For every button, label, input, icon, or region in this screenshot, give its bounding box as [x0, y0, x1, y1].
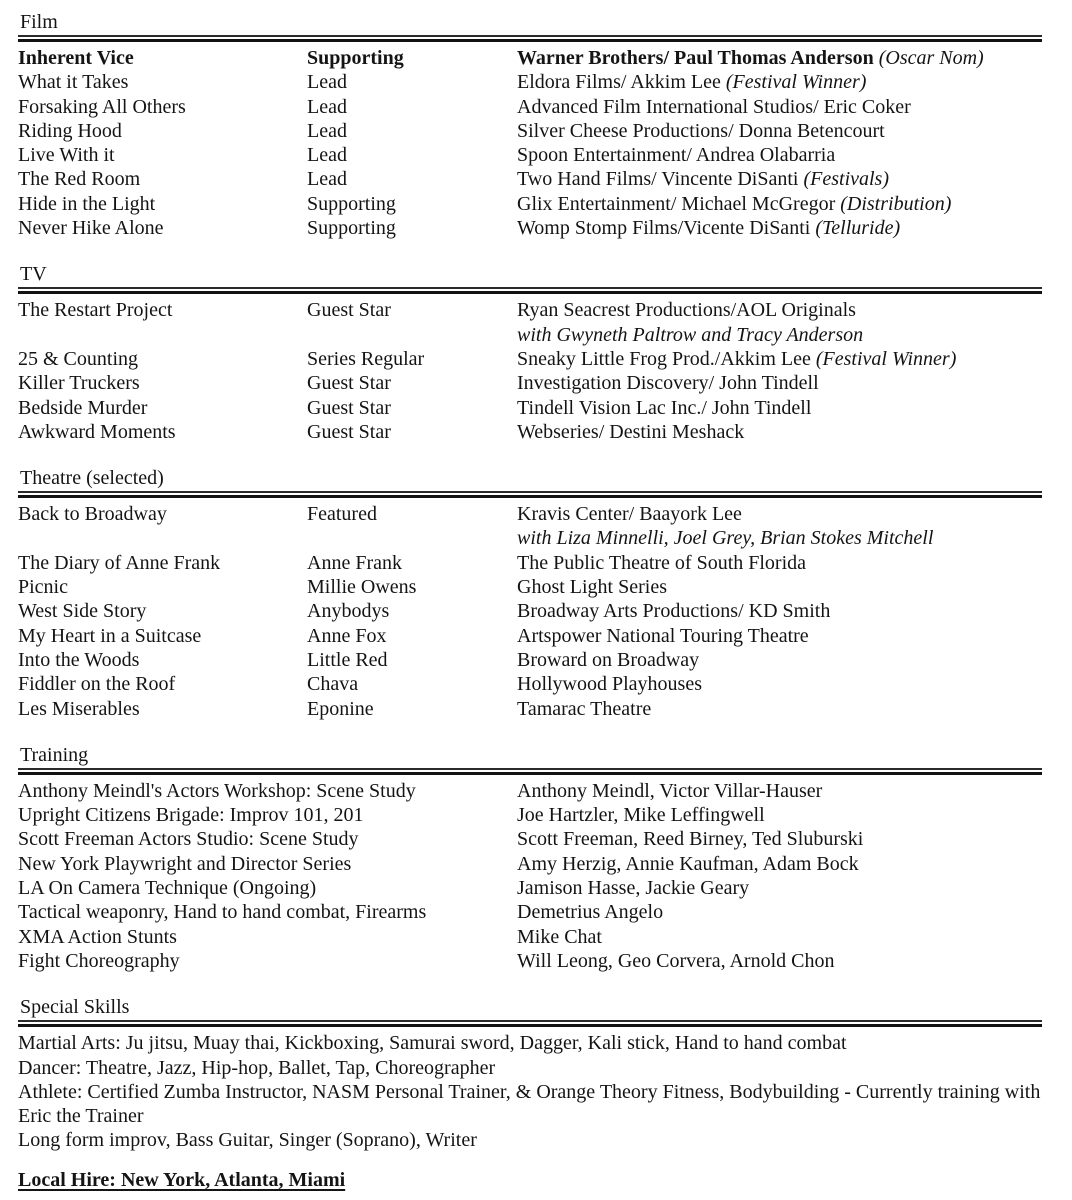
training-course: LA On Camera Technique (Ongoing): [18, 877, 317, 900]
credit-sub-row: [517, 323, 1042, 347]
credit-company-cell: [517, 599, 1042, 623]
training-instructors: Mike Chat: [517, 925, 602, 948]
credit-title: West Side Story: [18, 600, 147, 623]
credit-company: Eldora Films/ Akkim Lee: [517, 71, 721, 94]
training-course: Fight Choreography: [18, 949, 180, 972]
credit-company: The Public Theatre of South Florida: [517, 551, 807, 574]
section-divider-rule: [18, 495, 1042, 498]
credit-company-cell: [517, 551, 1042, 575]
section-rows: [18, 298, 1042, 444]
credit-company: Glix Entertainment/ Michael McGregor: [517, 192, 836, 215]
credit-row: [18, 347, 1042, 371]
training-instructors: Anthony Meindl, Victor Villar-Hauser: [517, 779, 823, 802]
credit-note: (Festivals): [803, 168, 889, 191]
credit-row: [18, 599, 1042, 623]
training-row: [18, 900, 1042, 924]
credit-company-cell: [517, 70, 1042, 94]
credit-row: [18, 575, 1042, 599]
credit-title: Live With it: [18, 144, 115, 167]
skill-line: Dancer: Theatre, Jazz, Hip-hop, Ballet, Tap, Choreographer: [18, 1056, 496, 1079]
section-rows: [18, 1031, 1042, 1152]
credit-company-cell: [517, 624, 1042, 648]
credit-role: Supporting: [307, 217, 396, 240]
training-row: [18, 779, 1042, 803]
credit-title: Killer Truckers: [18, 372, 140, 395]
credit-row: [18, 396, 1042, 420]
credit-row: [18, 119, 1042, 143]
credit-row: [18, 95, 1042, 119]
credit-note: (Telluride): [815, 217, 901, 240]
credit-company-cell: [517, 575, 1042, 599]
credit-company: Kravis Center/ Baayork Lee: [517, 503, 742, 526]
credit-role: Guest Star: [307, 299, 391, 322]
section-film: [18, 10, 1042, 240]
credit-title: Inherent Vice: [18, 47, 134, 69]
credit-role: Lead: [307, 71, 347, 94]
skill-line: Athlete: Certified Zumba Instructor, NASM Personal Trainer, & Orange Theory Fitness, Bodybuilding - Currently training with Eric the Trainer: [18, 1080, 1041, 1128]
training-row: [18, 827, 1042, 851]
credit-title: Awkward Moments: [18, 420, 176, 443]
training-instructors: Scott Freeman, Reed Birney, Ted Sluburski: [517, 828, 864, 851]
section-tv: [18, 262, 1042, 444]
training-instructors: Demetrius Angelo: [517, 901, 664, 924]
credit-company: Investigation Discovery/ John Tindell: [517, 372, 819, 395]
credit-row: [18, 167, 1042, 191]
section-divider-rule: [18, 1024, 1042, 1027]
skill-line: Long form improv, Bass Guitar, Singer (Soprano), Writer: [18, 1129, 477, 1152]
credit-role: Millie Owens: [307, 576, 417, 599]
credit-row: [18, 672, 1042, 696]
credit-role: Lead: [307, 95, 347, 118]
training-course: Anthony Meindl's Actors Workshop: Scene Study: [18, 779, 416, 802]
training-course: Upright Citizens Brigade: Improv 101, 201: [18, 804, 364, 827]
section-rows: [18, 779, 1042, 973]
credit-row: [18, 624, 1042, 648]
credit-note: (Distribution): [840, 192, 952, 215]
credit-company: Tindell Vision Lac Inc./ John Tindell: [517, 396, 812, 419]
credit-role: Series Regular: [307, 347, 425, 370]
credit-with-note: with Gwyneth Paltrow and Tracy Anderson: [517, 323, 864, 346]
training-instructors: Will Leong, Geo Corvera, Arnold Chon: [517, 949, 835, 972]
credit-title: Never Hike Alone: [18, 217, 164, 240]
training-row: [18, 925, 1042, 949]
credit-company-cell: [517, 167, 1042, 191]
credit-note: (Oscar Nom): [878, 47, 984, 69]
credit-row: [18, 551, 1042, 575]
credit-row: [18, 648, 1042, 672]
credit-title: Fiddler on the Roof: [18, 673, 176, 696]
credit-company: Broadway Arts Productions/ KD Smith: [517, 600, 831, 623]
credit-title: Forsaking All Others: [18, 95, 186, 118]
credit-role: Lead: [307, 144, 347, 167]
credit-row: [18, 192, 1042, 216]
training-instructors: Amy Herzig, Annie Kaufman, Adam Bock: [517, 852, 859, 875]
section-rows: [18, 46, 1042, 240]
section-title: Film: [18, 10, 1042, 37]
credit-company-cell: [517, 119, 1042, 143]
credit-title: The Restart Project: [18, 299, 173, 322]
credit-title: Les Miserables: [18, 697, 140, 720]
credit-note: (Festival Winner): [815, 347, 957, 370]
section-title: TV: [18, 262, 1042, 289]
credit-company: Artspower National Touring Theatre: [517, 624, 809, 647]
credit-company-cell: [517, 192, 1042, 216]
credit-company-cell: [517, 298, 1042, 322]
credit-company: Hollywood Playhouses: [517, 673, 702, 696]
section-divider-rule: [18, 291, 1042, 294]
section-training: [18, 743, 1042, 973]
training-instructors: Jamison Hasse, Jackie Geary: [517, 877, 750, 900]
training-course: Tactical weaponry, Hand to hand combat, Firearms: [18, 901, 427, 924]
credit-company-cell: [517, 143, 1042, 167]
credit-company: Advanced Film International Studios/ Eric Coker: [517, 95, 911, 118]
credit-title: Hide in the Light: [18, 192, 156, 215]
credit-role: Guest Star: [307, 372, 391, 395]
credit-title: The Diary of Anne Frank: [18, 551, 221, 574]
credit-company: Ghost Light Series: [517, 576, 667, 599]
credit-note: (Festival Winner): [725, 71, 867, 94]
resume-sections: [18, 10, 1042, 1153]
credit-company: Silver Cheese Productions/ Donna Betencourt: [517, 119, 885, 142]
credit-company: Ryan Seacrest Productions/AOL Originals: [517, 299, 856, 322]
training-course: XMA Action Stunts: [18, 925, 177, 948]
credit-company-cell: [517, 46, 1042, 70]
credit-company: Webseries/ Destini Meshack: [517, 420, 745, 443]
credit-role: Little Red: [307, 648, 388, 671]
credit-company-cell: [517, 672, 1042, 696]
credit-company: Broward on Broadway: [517, 648, 700, 671]
credit-role: Eponine: [307, 697, 374, 720]
credit-company-cell: [517, 502, 1042, 526]
credit-role: Anne Frank: [307, 551, 402, 574]
credit-row: [18, 502, 1042, 526]
credit-company-cell: [517, 648, 1042, 672]
credit-row: [18, 420, 1042, 444]
section-title: Special Skills: [18, 995, 1042, 1022]
credit-sub-row: [517, 526, 1042, 550]
credit-company-cell: [517, 347, 1042, 371]
training-course: New York Playwright and Director Series: [18, 852, 352, 875]
skill-line: Martial Arts: Ju jitsu, Muay thai, Kickboxing, Samurai sword, Dagger, Kali stick, Hand to hand combat: [18, 1032, 847, 1055]
credit-role: Chava: [307, 673, 359, 696]
credit-role: Supporting: [307, 192, 396, 215]
credit-role: Anybodys: [307, 600, 390, 623]
credit-company: Warner Brothers/ Paul Thomas Anderson: [517, 47, 874, 69]
section-title: Theatre (selected): [18, 466, 1042, 493]
credit-company-cell: [517, 396, 1042, 420]
credit-title: Bedside Murder: [18, 396, 148, 419]
credit-company-cell: [517, 697, 1042, 721]
training-row: [18, 876, 1042, 900]
credit-title: Riding Hood: [18, 119, 122, 142]
training-row: [18, 852, 1042, 876]
credit-row: [18, 298, 1042, 322]
credit-title: Into the Woods: [18, 648, 140, 671]
section-divider-rule: [18, 772, 1042, 775]
credit-company-cell: [517, 371, 1042, 395]
credit-row: [18, 697, 1042, 721]
credit-role: Lead: [307, 119, 347, 142]
credit-company-cell: [517, 420, 1042, 444]
credit-row: [18, 46, 1042, 70]
credit-row: [18, 371, 1042, 395]
training-row: [18, 803, 1042, 827]
credit-role: Guest Star: [307, 420, 391, 443]
credit-title: My Heart in a Suitcase: [18, 624, 202, 647]
credit-company: Two Hand Films/ Vincente DiSanti: [517, 168, 799, 191]
credit-company: Spoon Entertainment/ Andrea Olabarria: [517, 144, 836, 167]
training-row: [18, 949, 1042, 973]
credit-role: Lead: [307, 168, 347, 191]
footer: [18, 1168, 1042, 1192]
credit-title: What it Takes: [18, 71, 129, 94]
credit-title: Picnic: [18, 576, 68, 599]
credit-row: [18, 143, 1042, 167]
credit-row: [18, 216, 1042, 240]
local-hire-note: Local Hire: New York, Atlanta, Miami: [18, 1168, 346, 1191]
credit-title: 25 & Counting: [18, 347, 139, 370]
credit-company: Sneaky Little Frog Prod./Akkim Lee: [517, 347, 811, 370]
credit-company-cell: [517, 95, 1042, 119]
credit-title: Back to Broadway: [18, 503, 167, 526]
training-instructors: Joe Hartzler, Mike Leffingwell: [517, 804, 765, 827]
section-special-skills: [18, 995, 1042, 1152]
credit-role: Anne Fox: [307, 624, 387, 647]
credit-role: Featured: [307, 503, 377, 526]
credit-role: Guest Star: [307, 396, 391, 419]
credit-company-cell: [517, 216, 1042, 240]
credit-row: [18, 70, 1042, 94]
section-rows: [18, 502, 1042, 721]
credit-title: The Red Room: [18, 168, 141, 191]
credit-company: Womp Stomp Films/Vicente DiSanti: [517, 217, 811, 240]
section-theatre-selected: [18, 466, 1042, 721]
credit-with-note: with Liza Minnelli, Joel Grey, Brian Stokes Mitchell: [517, 527, 934, 550]
credit-role: Supporting: [307, 47, 404, 69]
training-course: Scott Freeman Actors Studio: Scene Study: [18, 828, 359, 851]
section-title: Training: [18, 743, 1042, 770]
section-divider-rule: [18, 39, 1042, 42]
credit-company: Tamarac Theatre: [517, 697, 652, 720]
